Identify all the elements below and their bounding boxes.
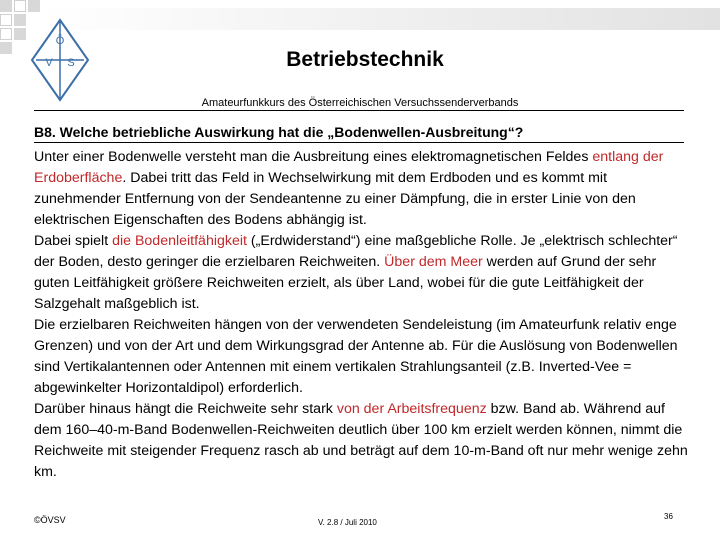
paragraph-3 [34,315,690,399]
svg-text:Ö: Ö [55,35,65,47]
footer-copyright: ©ÖVSV [34,515,66,525]
decor-square [0,42,12,54]
svg-text:V: V [45,57,53,69]
text-run: Unter einer Bodenwelle versteht man die Ausbreitung eines elektromagnetischen Feldes [34,149,593,165]
highlight-text: die Bodenleitfähigkeit [112,233,247,249]
decor-square [0,0,12,12]
decor-square [14,28,26,40]
highlight-text: von der Arbeitsfrequenz [336,401,487,417]
text-run: werden auf Grund der sehr guten Leitfähigkeit größere Reichweiten erzielt, als über Land, wobei für die gute Leitfähigkeit der Salzgehalt maßgeblich ist. [34,254,657,312]
header-gradient-bar [40,8,720,30]
text-run: („Erdwiderstand“) eine maßgebliche Rolle. Je „elektrisch schlechter“ der Boden, desto geringer die erzielbaren Reichweiten. [34,233,678,270]
paragraph-1 [34,147,690,231]
text-run: Dabei spielt [34,233,113,249]
text-run: Darüber hinaus hängt die Reichweite sehr stark [34,401,337,417]
question-heading: B8. Welche betriebliche Auswirkung hat die „Bodenwellen-Ausbreitung“? [34,124,524,140]
page-title: Betriebstechnik [286,48,444,71]
question-divider [34,142,684,143]
highlight-text: entlang der Erdoberfläche [34,149,664,186]
svg-text:S: S [67,57,75,69]
header-divider [34,110,684,111]
decor-square [0,14,12,26]
text-run: . Dabei tritt das Feld in Wechselwirkung mit dem Erdboden und es kommt mit zunehmender Entfernung von der Sendeantenne zu einer Dämpfung, die in erster Linie von den elektrischen Eigenschaften des Bodens abhängig ist. [34,170,636,228]
decor-square [28,0,40,12]
footer-version: V. 2.8 / Juli 2010 [318,518,377,527]
page-subtitle: Amateurfunkkurs des Österreichischen Versuchssenderverbands [201,97,519,109]
highlight-text: Über dem Meer [384,254,483,270]
paragraph-2 [34,231,690,315]
text-run: bzw. Band ab. Während auf dem 160–40-m-Band Bodenwellen-Reichweiten deutlich über 100 km erzielt werden können, nimmt die Reichweite mit steigender Frequenz rasch ab und beträgt auf dem 10-m-Band oft nur mehr wenige zehn km. [34,401,688,480]
decor-square [14,0,26,12]
decor-square [0,28,12,40]
oevsv-diamond-logo [30,18,90,102]
paragraph-4 [34,399,690,483]
page-number: 36 [664,512,673,521]
text-run: Die erzielbaren Reichweiten hängen von der verwendeten Sendeleistung (im Amateurfunk relativ enge Grenzen) und von der Art und dem Wirkungsgrad der Antenne ab. Für die Auslösung von Bodenwellen sind Vertikalantennen oder Antennen mit einem vertikalen Strahlungsanteil (z.B. Inverted-Vee = abgewinkelter Horizontaldipol) erforderlich. [34,317,678,396]
decor-square [14,14,26,26]
